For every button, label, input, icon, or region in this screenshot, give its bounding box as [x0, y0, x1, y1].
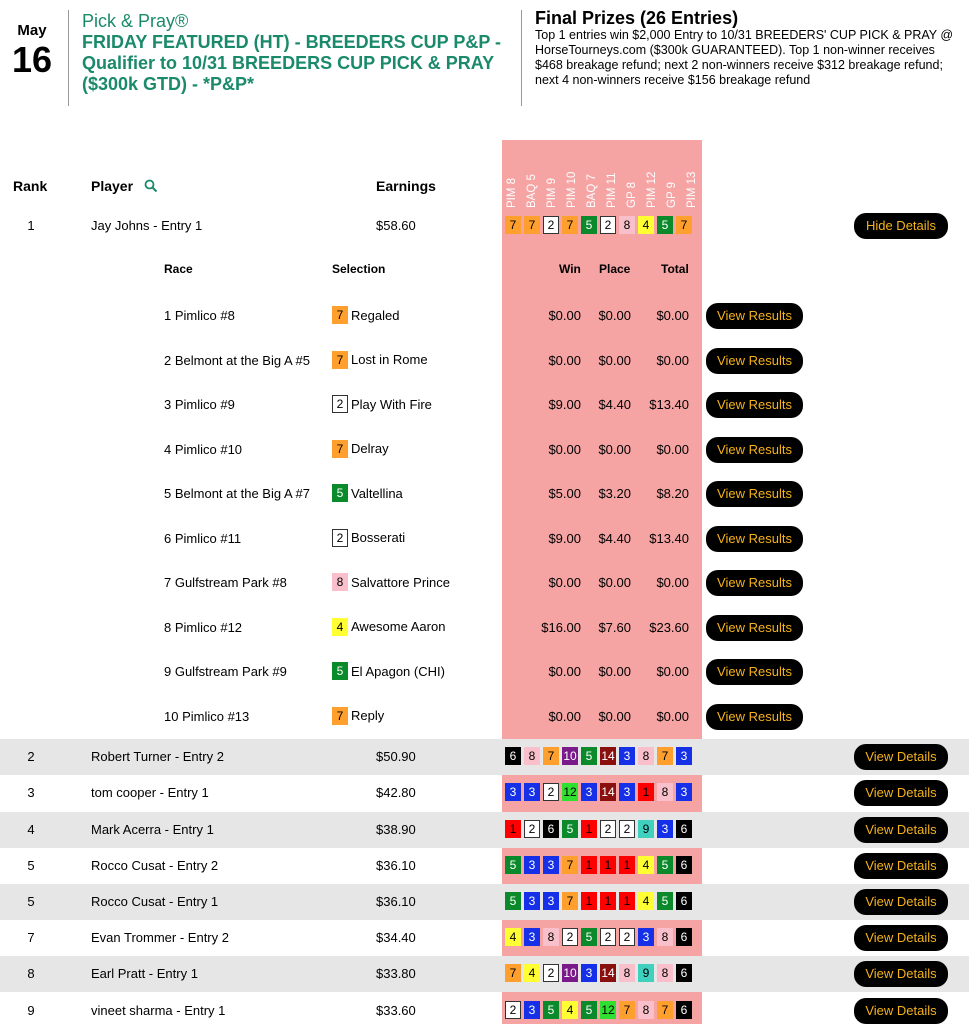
pick-number: 4 [638, 856, 654, 874]
place-payout: $7.60 [598, 619, 631, 635]
pick-number: 6 [676, 820, 692, 838]
pick-number: 2 [543, 964, 559, 982]
leaderboard-row [0, 884, 969, 920]
hide-details-button[interactable]: Hide Details [854, 213, 948, 239]
rank-cell: 2 [27, 749, 35, 764]
pick-number: 7 [562, 892, 578, 910]
detail-selection [332, 573, 450, 591]
detail-race: 8 Pimlico #12 [164, 619, 243, 635]
detail-selection [332, 395, 432, 413]
pick-number: 4 [332, 618, 348, 636]
pick-number: 2 [600, 928, 616, 946]
earnings-cell: $36.10 [376, 858, 416, 873]
prizes-title: Final Prizes (26 Entries) [535, 8, 739, 28]
pick-sequence [505, 820, 695, 840]
earnings-cell: $42.80 [376, 785, 416, 800]
pick-number: 4 [638, 216, 654, 234]
detail-place-header: Place [599, 262, 631, 276]
detail-win-header: Win [559, 262, 581, 276]
pick-number: 3 [581, 783, 597, 801]
pick-number: 5 [657, 856, 673, 874]
view-results-button[interactable]: View Results [706, 570, 803, 596]
pick-number: 14 [601, 785, 615, 799]
pick-number: 8 [657, 964, 673, 982]
race-label: PIM 12 [646, 171, 658, 208]
pick-number: 2 [619, 820, 635, 838]
pick-number: 3 [524, 783, 540, 801]
pick-number: 7 [657, 747, 673, 765]
pick-number: 2 [600, 820, 616, 838]
prizes-text: Top 1 entries win $2,000 Entry to 10/31 BREEDERS' CUP PICK & PRAY @ HorseTourneys.com ($300k GUARANTEED). Top 1 non-winner receives $468 breakage refund; next 2 non-winners receive $312 breakage refund; next 4 non-winners receive $156 breakage refund [535, 28, 954, 87]
race-label: BAQ 5 [526, 174, 538, 208]
win-payout: $9.00 [548, 530, 581, 546]
pick-sequence [505, 856, 695, 876]
detail-row [0, 695, 969, 739]
view-details-button[interactable]: View Details [854, 744, 948, 770]
earnings-cell: $50.90 [376, 749, 416, 764]
detail-selection [332, 351, 428, 369]
pick-sequence [505, 1001, 695, 1021]
pick-number: 3 [619, 783, 635, 801]
detail-row [0, 650, 969, 694]
pick-sequence [505, 892, 695, 912]
pick-number: 5 [657, 216, 673, 234]
pick-number: 8 [638, 747, 654, 765]
race-label: PIM 13 [686, 171, 698, 208]
pick-number: 8 [524, 747, 540, 765]
place-payout: $0.00 [598, 664, 631, 679]
win-payout: $0.00 [548, 352, 581, 368]
pick-number: 7 [562, 216, 578, 234]
player-name[interactable]: Robert Turner - Entry 2 [91, 749, 224, 764]
pick-number: 6 [676, 1001, 692, 1019]
player-name[interactable]: Evan Trommer - Entry 2 [91, 930, 229, 945]
pick-number: 7 [505, 216, 521, 234]
pick-number: 5 [581, 928, 597, 946]
total-payout: $13.40 [649, 530, 689, 546]
pick-number: 5 [332, 662, 348, 680]
pick-number: 2 [332, 529, 348, 547]
race-label: PIM 11 [606, 172, 618, 208]
view-details-button[interactable]: View Details [854, 780, 948, 806]
detail-selection [332, 618, 445, 636]
pick-number: 3 [524, 856, 540, 874]
leaderboard-row [0, 920, 969, 956]
pick-number: 8 [638, 1001, 654, 1019]
win-payout: $0.00 [548, 664, 581, 679]
detail-race: 5 Belmont at the Big A #7 [164, 486, 310, 501]
win-payout: $9.00 [548, 397, 581, 412]
pick-number: 5 [332, 484, 348, 502]
rank-cell: 7 [27, 930, 35, 945]
earnings-cell: $38.90 [376, 822, 416, 837]
detail-selection [332, 484, 403, 502]
horse-name: Delray [351, 441, 389, 456]
pick-number: 1 [619, 856, 635, 874]
event-day: 16 [11, 39, 53, 80]
detail-race: 4 Pimlico #10 [164, 441, 243, 457]
pick-number: 2 [505, 1001, 521, 1019]
detail-row [0, 561, 969, 605]
detail-race: 2 Belmont at the Big A #5 [164, 352, 310, 368]
pick-number: 3 [543, 856, 559, 874]
detail-selection [332, 707, 384, 725]
pick-number: 7 [676, 216, 692, 234]
race-label: PIM 8 [506, 177, 518, 208]
earnings-cell: $36.10 [376, 894, 416, 909]
pick-sequence [505, 928, 695, 948]
pick-number: 9 [638, 964, 654, 982]
pick-number: 3 [676, 783, 692, 801]
rank-cell: 8 [27, 966, 35, 981]
detail-selection [332, 440, 389, 458]
player-name[interactable]: Rocco Cusat - Entry 2 [91, 858, 219, 873]
pick-sequence [505, 216, 695, 236]
leaderboard-row [0, 775, 969, 811]
pick-number: 7 [332, 707, 348, 725]
earnings-header: Earnings [376, 178, 436, 194]
pick-number: 4 [562, 1001, 578, 1019]
horse-name: Bosserati [351, 530, 406, 545]
horse-name: Awesome Aaron [351, 619, 446, 634]
pick-number: 7 [332, 351, 348, 369]
pick-number: 7 [562, 856, 578, 874]
earnings-cell: $34.40 [376, 930, 416, 945]
search-icon[interactable] [144, 179, 158, 193]
view-results-button[interactable]: View Results [706, 481, 803, 507]
pick-number: 6 [543, 820, 559, 838]
pick-number: 8 [657, 783, 673, 801]
pick-number: 6 [676, 856, 692, 874]
total-payout: $0.00 [656, 575, 689, 590]
contest-name: FRIDAY FEATURED (HT) - BREEDERS CUP P&P - Qualifier to 10/31 BREEDERS CUP PICK & PRAY ($300k GTD) - *P&P* [82, 32, 502, 94]
detail-row [0, 472, 969, 516]
pick-number: 7 [524, 216, 540, 234]
earnings-cell: $33.60 [376, 1003, 416, 1018]
pick-sequence [505, 747, 695, 767]
detail-row [0, 339, 969, 383]
pick-number: 7 [657, 1001, 673, 1019]
place-payout: $0.00 [598, 575, 631, 590]
player-name[interactable]: Rocco Cusat - Entry 1 [91, 894, 219, 909]
race-label: PIM 10 [566, 171, 578, 208]
view-results-button[interactable]: View Results [706, 659, 803, 685]
detail-row [0, 606, 969, 650]
player-name[interactable]: vineet sharma - Entry 1 [91, 1003, 226, 1018]
pick-number: 8 [543, 928, 559, 946]
pick-number: 3 [524, 1001, 540, 1019]
pick-number: 4 [638, 892, 654, 910]
race-label: PIM 9 [546, 177, 558, 208]
pick-number: 6 [676, 928, 692, 946]
pick-number: 1 [581, 892, 597, 910]
leaderboard-row [0, 956, 969, 992]
pick-number: 14 [601, 749, 615, 763]
pick-number: 5 [562, 820, 578, 838]
pick-number: 3 [638, 928, 654, 946]
event-title [82, 10, 502, 95]
place-payout: $0.00 [598, 352, 631, 368]
player-name[interactable]: tom cooper - Entry 1 [91, 785, 209, 800]
pick-number: 1 [600, 892, 616, 910]
pick-number: 2 [619, 928, 635, 946]
detail-row [0, 428, 969, 472]
horse-name: Salvattore Prince [351, 574, 450, 590]
race-column-headers [502, 142, 702, 208]
pick-number: 5 [505, 892, 521, 910]
pick-number: 1 [581, 856, 597, 874]
header-divider [521, 10, 522, 106]
race-label: BAQ 7 [586, 174, 598, 208]
rank-cell: 3 [27, 785, 35, 800]
place-payout: $4.40 [598, 397, 631, 412]
pick-number: 5 [657, 892, 673, 910]
detail-race: 9 Gulfstream Park #9 [164, 664, 287, 679]
pick-number: 3 [524, 928, 540, 946]
pick-number: 7 [619, 1001, 635, 1019]
leaderboard-row [0, 812, 969, 848]
earnings-cell: $33.80 [376, 966, 416, 981]
detail-row [0, 517, 969, 561]
pick-number: 2 [524, 820, 540, 838]
detail-row [0, 383, 969, 427]
view-results-button[interactable]: View Results [706, 303, 803, 329]
rank-cell: 5 [27, 858, 35, 873]
total-payout: $0.00 [656, 441, 689, 457]
win-payout: $0.00 [548, 708, 581, 724]
detail-race: 7 Gulfstream Park #8 [164, 575, 287, 590]
win-payout: $0.00 [548, 575, 581, 590]
pick-number: 5 [581, 747, 597, 765]
pick-number: 1 [581, 820, 597, 838]
detail-race: 6 Pimlico #11 [164, 530, 242, 546]
earnings-cell: $58.60 [376, 218, 416, 233]
pick-number: 10 [563, 749, 577, 763]
pick-number: 5 [505, 856, 521, 874]
pick-number: 1 [600, 856, 616, 874]
total-payout: $8.20 [656, 486, 689, 501]
pick-number: 7 [543, 747, 559, 765]
pick-number: 3 [505, 783, 521, 801]
player-header: Player [91, 178, 134, 194]
pick-number: 14 [601, 966, 615, 980]
detail-selection [332, 662, 445, 680]
pick-number: 9 [638, 820, 654, 838]
detail-row [0, 294, 969, 338]
horse-name: Regaled [351, 307, 400, 323]
win-payout: $0.00 [548, 308, 581, 323]
pick-number: 8 [619, 964, 635, 982]
pick-number: 2 [562, 928, 578, 946]
pick-number: 7 [505, 964, 521, 982]
place-payout: $4.40 [598, 530, 631, 546]
detail-race: 3 Pimlico #9 [164, 397, 235, 412]
pick-number: 4 [505, 928, 521, 946]
pick-number: 5 [581, 1001, 597, 1019]
view-results-button[interactable]: View Results [706, 704, 803, 730]
pick-number: 6 [676, 964, 692, 982]
rank-cell: 4 [27, 822, 35, 837]
pick-number: 3 [581, 964, 597, 982]
leaderboard-row [0, 993, 969, 1024]
rank-cell: 9 [27, 1003, 35, 1018]
place-payout: $0.00 [598, 308, 631, 323]
pick-number: 3 [657, 820, 673, 838]
player-name[interactable]: Mark Acerra - Entry 1 [91, 822, 214, 837]
pick-number: 1 [619, 892, 635, 910]
total-payout: $0.00 [656, 708, 689, 724]
pick-number: 3 [619, 747, 635, 765]
view-details-button[interactable]: View Details [854, 889, 948, 915]
view-results-button[interactable]: View Results [706, 392, 803, 418]
detail-selection [332, 529, 405, 547]
pick-number: 3 [676, 747, 692, 765]
race-label: GP 8 [626, 182, 638, 208]
total-payout: $0.00 [656, 352, 689, 368]
detail-selection-header: Selection [332, 262, 386, 276]
pick-number: 7 [332, 306, 348, 324]
pick-number: 1 [638, 783, 654, 801]
horse-name: Valtellina [351, 485, 403, 501]
win-payout: $5.00 [548, 486, 581, 501]
pick-number: 3 [543, 892, 559, 910]
view-details-button[interactable]: View Details [854, 998, 948, 1024]
pick-number: 10 [563, 966, 577, 980]
header-divider [68, 10, 69, 106]
event-month: May [17, 22, 47, 39]
view-details-button[interactable]: View Details [854, 817, 948, 843]
horse-name: El Apagon (CHI) [351, 663, 445, 679]
pick-number: 7 [332, 440, 348, 458]
view-details-button[interactable]: View Details [854, 853, 948, 879]
place-payout: $0.00 [598, 441, 631, 457]
total-payout: $13.40 [649, 397, 689, 412]
place-payout: $3.20 [598, 486, 631, 501]
view-results-button[interactable]: View Results [706, 348, 803, 374]
pick-sequence [505, 964, 695, 984]
pick-number: 6 [505, 747, 521, 765]
pick-number: 2 [543, 783, 559, 801]
pick-number: 12 [563, 785, 577, 799]
view-results-button[interactable]: View Results [706, 437, 803, 463]
pick-number: 1 [505, 820, 521, 838]
total-payout: $23.60 [649, 619, 689, 635]
race-label: GP 9 [666, 182, 678, 208]
rank-cell: 5 [27, 894, 35, 909]
event-date [6, 22, 58, 80]
view-results-button[interactable]: View Results [706, 526, 803, 552]
detail-race-header: Race [164, 262, 193, 276]
win-payout: $16.00 [541, 619, 581, 635]
pick-number: 12 [601, 1003, 615, 1017]
view-details-button[interactable]: View Details [854, 961, 948, 987]
leaderboard-row [0, 848, 969, 884]
pick-sequence [505, 783, 695, 803]
rank-header: Rank [13, 178, 48, 194]
total-payout: $0.00 [656, 664, 689, 679]
pick-number: 6 [676, 892, 692, 910]
pick-number: 2 [543, 216, 559, 234]
pick-number: 8 [619, 216, 635, 234]
player-name[interactable]: Earl Pratt - Entry 1 [91, 966, 198, 981]
contest-brand: Pick & Pray® [82, 11, 189, 31]
leaderboard-row [0, 739, 969, 775]
win-payout: $0.00 [548, 441, 581, 457]
pick-number: 4 [524, 964, 540, 982]
leaderboard-row [0, 208, 969, 244]
detail-race: 1 Pimlico #8 [164, 308, 235, 323]
pick-number: 5 [543, 1001, 559, 1019]
view-details-button[interactable]: View Details [854, 925, 948, 951]
pick-number: 3 [524, 892, 540, 910]
pick-number: 8 [657, 928, 673, 946]
pick-number: 2 [332, 395, 348, 413]
horse-name: Play With Fire [351, 396, 432, 412]
prizes-panel [535, 8, 955, 88]
horse-name: Reply [351, 708, 385, 723]
total-payout: $0.00 [656, 308, 689, 323]
pick-number: 5 [581, 216, 597, 234]
view-results-button[interactable]: View Results [706, 615, 803, 641]
place-payout: $0.00 [598, 708, 631, 724]
horse-name: Lost in Rome [351, 352, 428, 367]
detail-total-header: Total [661, 262, 689, 276]
detail-selection [332, 306, 399, 324]
rank-cell: 1 [27, 218, 35, 233]
detail-race: 10 Pimlico #13 [164, 708, 250, 724]
pick-number: 2 [600, 216, 616, 234]
player-name[interactable]: Jay Johns - Entry 1 [91, 218, 203, 233]
pick-number: 8 [332, 573, 348, 591]
